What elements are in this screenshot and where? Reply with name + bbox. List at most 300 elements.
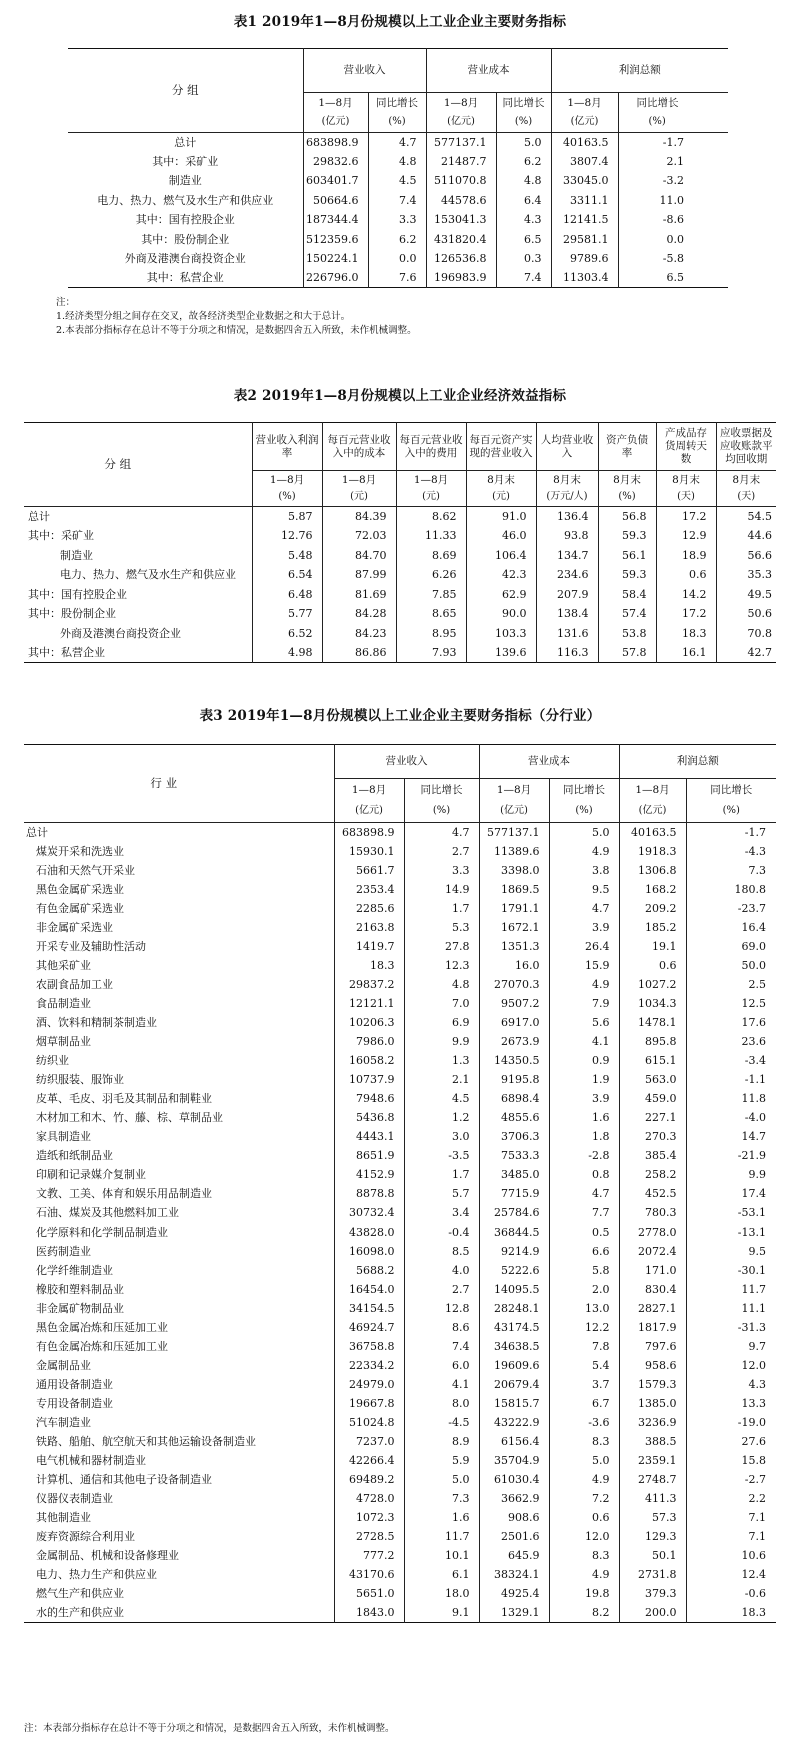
table-cell: 15930.1 [334,842,404,861]
table-cell: 50.0 [741,958,766,972]
table2-unit: (天) [737,491,756,503]
table-cell: 5651.0 [334,1584,404,1603]
table-cell: 12.76 [252,526,322,546]
table-cell: -2.7 [744,1473,766,1487]
table-cell: 15.8 [741,1454,766,1468]
table-cell: 4.9 [549,842,619,861]
table2-col-header: 产成品存 货周转天 数 [656,423,716,471]
table-row [24,861,776,880]
table-cell: 4.1 [404,1375,479,1394]
row-label: 造纸和纸制品业 [24,1146,334,1165]
row-label: 制造业 [24,546,252,566]
row-label: 烟草制品业 [24,1032,334,1051]
table-cell: 3.9 [549,918,619,937]
table-row [24,1527,776,1546]
table-cell: 13.3 [741,1396,766,1410]
table-cell: 3.3 [368,210,426,229]
table-row [24,1261,776,1280]
row-label: 外商及港澳台商投资企业 [68,249,303,268]
table-cell: 56.6 [747,548,772,562]
table3-unit: (%) [722,805,740,817]
table-cell: 40163.5 [619,823,686,842]
table-cell: 2728.5 [334,1527,404,1546]
table-cell: 7.6 [368,268,426,287]
table-cell: 8651.9 [334,1146,404,1165]
table2-col-header: 应收票据及 应收账款平 均回收期 [720,427,773,465]
table-cell: 69.0 [741,939,766,953]
table-row [24,1413,776,1432]
table3-sub-header: 1—8月 [334,779,404,801]
table-cell: 1918.3 [619,842,686,861]
table-cell: 20679.4 [479,1375,549,1394]
table-cell: 34638.5 [479,1337,549,1356]
table-row [24,937,776,956]
table-cell: 6.4 [496,191,551,210]
table-cell: -4.0 [744,1111,766,1125]
table-cell: 270.3 [619,1127,686,1146]
table-cell: 5.7 [404,1184,479,1203]
table-cell: 153041.3 [426,210,496,229]
row-label: 其中：股份制企业 [68,229,303,248]
table-cell: -1.1 [744,1073,766,1087]
table-cell: 2673.9 [479,1032,549,1051]
table-cell: 12.9 [656,526,716,546]
table-cell: 7.8 [549,1337,619,1356]
table-cell: 5.4 [549,1356,619,1375]
table-cell: 1027.2 [619,975,686,994]
table1-group-header: 分 组 [68,49,303,133]
row-label: 计算机、通信和其他电子设备制造业 [24,1470,334,1489]
table-cell: 3236.9 [619,1413,686,1432]
table-cell: 3.7 [549,1375,619,1394]
table-cell: 6.7 [549,1394,619,1413]
table-cell: 42266.4 [334,1451,404,1470]
table-cell: 4.8 [496,171,551,190]
row-label: 酒、饮料和精制茶制造业 [24,1013,334,1032]
table-cell: 0.5 [549,1222,619,1241]
table-cell: 34154.5 [334,1299,404,1318]
table2-col-header: 人均营业收 入 [536,423,598,471]
table-cell: 17.2 [656,507,716,527]
table-cell: -3.5 [404,1146,479,1165]
row-label: 有色金属冶炼和压延加工业 [24,1337,334,1356]
table-row [24,507,776,527]
table-cell: 577137.1 [479,823,549,842]
table-cell: 645.9 [479,1546,549,1565]
table-cell: 0.6 [619,956,686,975]
table-cell: 14095.5 [479,1280,549,1299]
table-cell: 411.3 [619,1489,686,1508]
table-cell: 46.0 [466,526,536,546]
table-cell: 12.0 [741,1358,766,1372]
table3-note: 注：本表部分指标存在总计不等于分项之和情况，是数据四舍五入所致，未作机械调整。 [24,1723,395,1734]
table-cell: -21.9 [737,1149,766,1163]
row-label: 制造业 [68,171,303,190]
table-cell: 8878.8 [334,1184,404,1203]
table-cell: 2501.6 [479,1527,549,1546]
row-label: 煤炭开采和洗选业 [24,842,334,861]
table-cell: 14350.5 [479,1051,549,1070]
table-cell: 9507.2 [479,994,549,1013]
table-cell: 2353.4 [334,880,404,899]
table-cell: 1.7 [404,899,479,918]
table-row [68,171,728,190]
table-cell: 8.95 [396,624,466,644]
table2-period: 8月末 [598,471,656,489]
table-cell: 5.9 [404,1451,479,1470]
table3-group-header: 行 业 [24,745,334,823]
row-label: 木材加工和木、竹、藤、棕、草制品业 [24,1108,334,1127]
table-cell: 1419.7 [334,937,404,956]
table-cell: 603401.7 [303,171,368,190]
table-cell: 3706.3 [479,1127,549,1146]
table-cell: 6.5 [666,271,684,285]
table-row [24,546,776,566]
table-cell: 12.5 [741,996,766,1010]
table-row [24,526,776,546]
table-cell: -3.2 [662,174,684,188]
table-cell: 6.52 [252,624,322,644]
table-cell: 16.0 [479,956,549,975]
table-cell: 16058.2 [334,1051,404,1070]
table-cell: 19.8 [549,1584,619,1603]
table-cell: 1.7 [404,1165,479,1184]
table-cell: 8.9 [404,1432,479,1451]
table-cell: 43170.6 [334,1565,404,1584]
table-cell: 44.6 [747,529,772,543]
table-row [24,1203,776,1222]
table-cell: 2827.1 [619,1299,686,1318]
table-cell: -30.1 [737,1263,766,1277]
table-cell: 6.6 [549,1242,619,1261]
table-row [24,994,776,1013]
table-row [24,1337,776,1356]
table-cell: 10.6 [741,1549,766,1563]
table-row [24,1108,776,1127]
table2-col-header: 资产负债 率 [598,423,656,471]
table-cell: 11.1 [741,1301,766,1315]
row-label: 家具制造业 [24,1127,334,1146]
table-cell: 9.7 [748,1339,766,1353]
table-cell: 5.0 [404,1470,479,1489]
table-row [24,1184,776,1203]
table-cell: 16098.0 [334,1242,404,1261]
table-cell: 234.6 [536,565,598,585]
table-cell: 43828.0 [334,1222,404,1241]
table-cell: 4.1 [549,1032,619,1051]
row-label: 纺织服装、服饰业 [24,1070,334,1089]
table-cell: 3662.9 [479,1489,549,1508]
table-row [24,880,776,899]
table-cell: 8.0 [404,1394,479,1413]
table-row [24,1089,776,1108]
table-cell: 46924.7 [334,1318,404,1337]
table-cell: 4.8 [404,975,479,994]
table-row [24,1299,776,1318]
table-cell: 13.0 [549,1299,619,1318]
table1-note: 1.经济类型分组之间存在交叉，故各经济类型企业数据之和大于总计。 [56,311,351,322]
table-cell: 27.6 [741,1435,766,1449]
table-cell: 42.7 [747,646,772,659]
table1-unit: (%) [648,116,666,128]
row-label: 汽车制造业 [24,1413,334,1432]
table-row [24,1032,776,1051]
table-row [24,1165,776,1184]
table-cell: 388.5 [619,1432,686,1451]
table-row [24,1603,776,1622]
table-cell: 21487.7 [426,152,496,171]
table3-sub-header: 同比增长 [404,779,479,801]
table-row [24,1146,776,1165]
table-row [24,1375,776,1394]
table-cell: 1.6 [404,1508,479,1527]
table-cell: 683898.9 [303,133,368,152]
table-cell: 9.9 [404,1032,479,1051]
table-cell: 29581.1 [551,229,618,248]
table-cell: 5.77 [252,604,322,624]
row-label: 橡胶和塑料制品业 [24,1280,334,1299]
table3-unit: (亿元) [619,801,686,823]
table-cell: 2359.1 [619,1451,686,1470]
table1-sub-header: 1—8月 [303,93,368,113]
row-label: 废弃资源综合利用业 [24,1527,334,1546]
table-cell: 91.0 [466,507,536,527]
table-cell: 1034.3 [619,994,686,1013]
table-row [68,249,728,268]
table-cell: 3.3 [404,861,479,880]
table-cell: 1.3 [404,1051,479,1070]
row-label: 燃气生产和供应业 [24,1584,334,1603]
table1-sub-header: 同比增长 [496,93,551,113]
row-label: 电力、热力、燃气及水生产和供应业 [68,191,303,210]
table-cell: 3.4 [404,1203,479,1222]
table-cell: 11303.4 [551,268,618,287]
table-cell: 49.5 [747,587,772,601]
table-cell: 103.3 [466,624,536,644]
table1-unit: (%) [496,113,551,133]
table-row [24,975,776,994]
table-row [24,1013,776,1032]
table-cell: 6.48 [252,585,322,605]
table-cell: 7.9 [549,994,619,1013]
table-cell: 129.3 [619,1527,686,1546]
table-cell: 4152.9 [334,1165,404,1184]
table-cell: 11.8 [741,1092,766,1106]
table-cell: 6.9 [404,1013,479,1032]
table-cell: 4.9 [549,1470,619,1489]
table-cell: 7.3 [748,863,766,877]
table-cell: 6898.4 [479,1089,549,1108]
table-cell: 9.9 [748,1168,766,1182]
table-cell: 15815.7 [479,1394,549,1413]
table1-notes [56,296,756,338]
table-row [24,1565,776,1584]
table-cell: 7.4 [496,268,551,287]
table3-title: 表3 2019年1—8月份规模以上工业企业主要财务指标（分行业） [199,708,601,724]
table-cell: 5436.8 [334,1108,404,1127]
table2-period: 1—8月 [252,471,322,489]
table-cell: 6.5 [496,229,551,248]
table-cell: 42.3 [466,565,536,585]
table-cell: 5688.2 [334,1261,404,1280]
row-label: 开采专业及辅助性活动 [24,937,334,956]
table-cell: 14.9 [404,880,479,899]
table-cell: 187344.4 [303,210,368,229]
table-cell: 38324.1 [479,1565,549,1584]
table-cell: 50664.6 [303,191,368,210]
table-cell: 683898.9 [334,823,404,842]
table-cell: 1329.1 [479,1603,549,1622]
table2-unit: (元) [396,489,466,507]
table-cell: 84.39 [322,507,396,527]
table-cell: 512359.6 [303,229,368,248]
table-cell: 9214.9 [479,1242,549,1261]
table-cell: 1351.3 [479,937,549,956]
table-row [24,1242,776,1261]
table-cell: 10206.3 [334,1013,404,1032]
table-cell: 577137.1 [426,133,496,152]
table-cell: 958.6 [619,1356,686,1375]
table-cell: 3.9 [549,1089,619,1108]
table-cell: 0.8 [549,1165,619,1184]
table-cell: 27.8 [404,937,479,956]
table-cell: 19.1 [619,937,686,956]
table-row [24,1394,776,1413]
table-cell: 59.3 [598,526,656,546]
table-cell: 57.4 [598,604,656,624]
table-cell: 209.2 [619,899,686,918]
table-cell: 5.0 [549,1451,619,1470]
table2-unit: (天) [656,489,716,507]
table-cell: 11.33 [396,526,466,546]
table-cell: 2072.4 [619,1242,686,1261]
table-row [24,823,776,842]
table-row [68,210,728,229]
table1-sub-header: 同比增长 [368,93,426,113]
table-cell: 7948.6 [334,1089,404,1108]
table-cell: 2748.7 [619,1470,686,1489]
table-cell: 6.26 [396,565,466,585]
table1-title: 表1 2019年1—8月份规模以上工业企业主要财务指标 [233,14,567,30]
table-cell: 8.5 [404,1242,479,1261]
row-label: 纺织业 [24,1051,334,1070]
table3-unit: (%) [404,801,479,823]
table-cell: 4.7 [549,899,619,918]
table-cell: 207.9 [536,585,598,605]
table-cell: -13.1 [737,1225,766,1239]
row-label: 总计 [24,507,252,527]
table-cell: -31.3 [737,1320,766,1334]
table-cell: 2.1 [404,1070,479,1089]
table-cell: 24979.0 [334,1375,404,1394]
table-cell: 0.9 [549,1051,619,1070]
row-label: 其中：采矿业 [24,526,252,546]
table-cell: 4.5 [368,171,426,190]
table-cell: 1672.1 [479,918,549,937]
table-cell: 35704.9 [479,1451,549,1470]
table3-unit: (亿元) [479,801,549,823]
table-cell: 227.1 [619,1108,686,1127]
table-cell: 0.6 [549,1508,619,1527]
table-cell: 26.4 [549,937,619,956]
table-cell: 895.8 [619,1032,686,1051]
table3-unit: (%) [549,801,619,823]
table2-period: 8月末 [466,471,536,489]
table-cell: 1.9 [549,1070,619,1089]
table-cell: 72.03 [322,526,396,546]
table-cell: 5.3 [404,918,479,937]
table-cell: -3.4 [744,1054,766,1068]
table-cell: -19.0 [737,1415,766,1429]
table-cell: 28248.1 [479,1299,549,1318]
table-cell: 1.6 [549,1108,619,1127]
table-cell: 69489.2 [334,1470,404,1489]
table-cell: 22334.2 [334,1356,404,1375]
table-cell: 563.0 [619,1070,686,1089]
table3-sub-header: 1—8月 [619,779,686,801]
table-cell: 8.6 [404,1318,479,1337]
table-cell: 8.69 [396,546,466,566]
table-cell: 0.0 [666,232,684,246]
table-cell: 5.0 [496,133,551,152]
table-cell: 58.4 [598,585,656,605]
table-cell: 4.0 [404,1261,479,1280]
table-cell: 138.4 [536,604,598,624]
row-label: 其中：股份制企业 [24,604,252,624]
table-cell: 3.0 [404,1127,479,1146]
table3-col-group: 利润总额 [619,745,776,779]
table-cell: 4.3 [748,1377,766,1391]
table3-sub-header: 同比增长 [710,783,753,796]
table-cell: 4443.1 [334,1127,404,1146]
table1-sub-header: 1—8月 [426,93,496,113]
table-cell: 15.9 [549,956,619,975]
table-cell: 19667.8 [334,1394,404,1413]
table-cell: 258.2 [619,1165,686,1184]
table-cell: 17.6 [741,1015,766,1029]
table-cell: 8.2 [549,1603,619,1622]
row-label: 总计 [24,823,334,842]
table-row [24,604,776,624]
table-cell: 431820.4 [426,229,496,248]
table-cell: 53.8 [598,624,656,644]
table-cell: 18.3 [741,1606,766,1620]
table-cell: 1478.1 [619,1013,686,1032]
table-cell: 379.3 [619,1584,686,1603]
table2-col-header: 每百元营业收 入中的成本 [322,423,396,471]
table-cell: -1.7 [744,825,766,839]
table2-period: 8月末 [536,471,598,489]
table-row [24,1070,776,1089]
table-cell: 8.62 [396,507,466,527]
table-cell: 5661.7 [334,861,404,880]
table-cell: 27070.3 [479,975,549,994]
table-cell: 9.5 [549,880,619,899]
table-cell: 11.0 [659,193,684,207]
table-cell: 116.3 [536,643,598,663]
table-cell: 29837.2 [334,975,404,994]
table-cell: 2.7 [404,842,479,861]
table2-unit: (元) [322,489,396,507]
table-cell: 136.4 [536,507,598,527]
table-cell: 6917.0 [479,1013,549,1032]
row-label: 总计 [68,133,303,152]
table-cell: 4728.0 [334,1489,404,1508]
table-cell: 12.4 [741,1568,766,1582]
table-row [24,1127,776,1146]
table-cell: 5222.6 [479,1261,549,1280]
table-row [24,624,776,644]
